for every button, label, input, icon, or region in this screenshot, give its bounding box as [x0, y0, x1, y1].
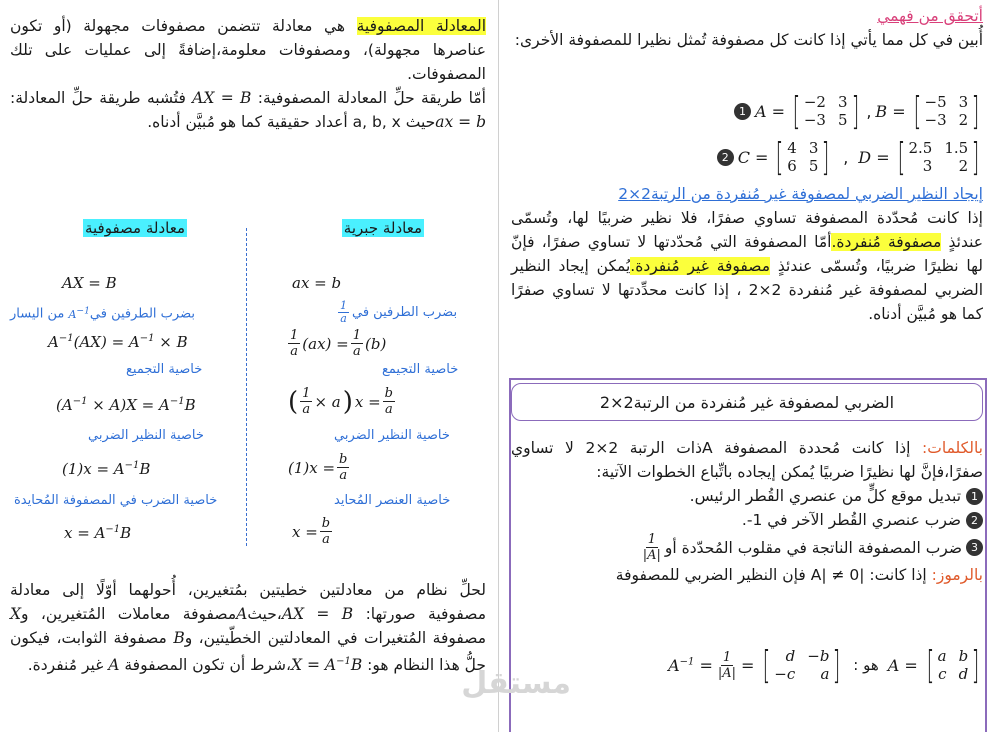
- nonsingular-term: مصفوفة غير مُنفردة.: [630, 257, 771, 275]
- step-1: 1 تبديل موقع كلٍّ من عنصري القُطر الرئيس.: [511, 484, 983, 508]
- symbols-paragraph: بالرموز: إذا كانت: |A| ≠ 0 فإن النظير الضربي للمصفوفة: [615, 566, 983, 584]
- algebra-step-2: $\frac{1}{a}$ (ax) = $\frac{1}{a}$ (b): [290, 328, 387, 359]
- center-dashed-line: [246, 228, 247, 546]
- matrix-c: [ 4 3 6 5 ]: [776, 135, 830, 179]
- system-paragraph: لحلِّ نظام من معادلتين خطيتين بمُتغيرين، أُحولهما أوّلًا إلى معادلة مصفوفية صورتها: AX = B،حيثAمصفوفة معاملات المُتغيرين، وX مصفوفة المُتغيرات في المعادلتين الخطّيتين، وB مصفوفة الثوابت، فيكون حلُّ هذا النظام هو: $X = A^{-1}B،شرط$ أن تكون المصفوفة A غير مُنفردة.: [10, 581, 486, 675]
- question-2: 2 C = [ 4 3 6 5 ] , D = [ 2.5 1.5 3 2 ]: [717, 138, 983, 176]
- inverse-formula: $A^{-1}$ = $\frac{1}{|A|}$ = [ d −b −c a ] هو : A = [ a b c d ]: [668, 643, 980, 687]
- column-divider: [498, 0, 499, 732]
- matrix-step-2: $A^{-1}(AX) = A^{-1} \times B$: [48, 333, 188, 351]
- algebra-step-4: (1)x = $\frac{b}{a}$: [288, 452, 348, 483]
- question-number-2: 2: [717, 149, 734, 166]
- check-title: أتحقق من فهمي: [877, 7, 983, 25]
- lbl-inverse-a: خاصية النظير الضربي: [334, 428, 450, 443]
- intro-paragraph: المعادلة المصفوفية هي معادلة تتضمن مصفوفات مجهولة (أو تكون عناصرها مجهولة)، ومصفوفات معلومة،إضافةً إلى عمليات على تلك المصفوفات.: [10, 17, 486, 83]
- singular-term: مصفوفة مُنفردة.: [831, 233, 942, 251]
- lbl-identity-m: خاصية الضرب في المصفوفة المُحايدة: [14, 493, 218, 508]
- algebra-step-3: ( $\frac{1}{a}$ × a ) x = $\frac{b}{a}$: [288, 386, 393, 417]
- watermark: مستقل: [461, 666, 571, 701]
- matrix-d: [ 2.5 1.5 3 2 ]: [897, 135, 980, 179]
- algebra-step-5: x = $\frac{b}{a}$: [292, 516, 331, 547]
- algebra-step-1: ax = b: [292, 274, 342, 292]
- inverse-box-title: الضربي لمصفوفة غير مُنفردة من الرتبة2×2: [511, 383, 983, 421]
- matrix-step-3: $(A^{-1} \times A)X = A^{-1}B$: [56, 396, 196, 414]
- section-paragraph: إذا كانت مُحدّدة المصفوفة تساوي صفرًا، فلا نظير ضربيًا لها، وتُسمّى عندئذٍ مصفوفة مُنفردة.أمّا المصفوفة التي مُحدّدتها لا تساوي صفرًا، فإنّ لها نظيرًا ضربيًا، وتُسمّى عندئذٍ مصفوفة غير مُنفردة.يُمكن إيجاد النظير الضربي لمصفوفة غير مُنفردة 2×2 ، إذا كانت محدِّدتها لا تساوي صفرًا كما هو مُبيَّن أدناه.: [511, 209, 984, 323]
- step-2: 2 ضرب عنصري القُطر الآخر في 1-.: [511, 508, 983, 532]
- matrix-step-4: $(1)x = A^{-1}B$: [62, 460, 151, 478]
- method-paragraph: أمّا طريقة حلِّ المعادلة المصفوفية: AX = B فتُشبه طريقة حلِّ المعادلة: ax = bحيث a, b, x أعداد حقيقية كما هو مُبيَّن أدناه.: [10, 89, 486, 131]
- lbl-assoc-m: خاصية التجميع: [126, 362, 203, 377]
- section-title: إيجاد النظير الضربي لمصفوفة غير مُنفردة من الرتبة2×2: [618, 185, 983, 203]
- question-1: A = [ −2 3 −3 5 ] , B = [ −5 3 −3 2 ] 1: [734, 92, 983, 130]
- matrix-equation-term: المعادلة المصفوفية: [356, 17, 486, 35]
- step-3: 3 ضرب المصفوفة الناتجة في مقلوب المُحدّدة أو $\frac{1}{|A|}$: [511, 532, 983, 563]
- matrix-step-1: AX = B: [62, 274, 117, 292]
- header-algebraic-equation: معادلة جبرية: [343, 219, 422, 237]
- right-column: [461, 0, 989, 732]
- left-column: [0, 0, 492, 732]
- words-paragraph: بالكلمات: إذا كانت مُحددة المصفوفة Aذات الرتبة 2×2 لا تساوي صفرًا،فإنَّ لها نظيرًا ضربيًا يُمكن إيجاده باتِّباع الخطوات الآتية:: [511, 439, 983, 481]
- lbl-left-mult: بضرب الطرفين فيA$^{-1}$ من اليسار: [10, 305, 195, 322]
- lbl-assoc-a: خاصية التجيمع: [382, 362, 459, 377]
- header-matrix-equation: معادلة مصفوفية: [84, 219, 185, 237]
- lbl-mult-a: بضرب الطرفين في $\frac{1}{a}$: [340, 299, 458, 325]
- question-number-1: 1: [734, 103, 751, 120]
- matrix-step-5: $x = A^{-1}B$: [64, 524, 132, 542]
- check-instructions: أُبين في كل مما يأتي إذا كانت كل مصفوفة تُمثل نظيرا للمصفوفة الأخرى:: [514, 31, 983, 49]
- matrix-b: [ −5 3 −3 2 ]: [913, 89, 980, 133]
- lbl-identity-a: خاصية العنصر المُحايد: [334, 493, 451, 508]
- matrix-a: [ −2 3 −3 5 ]: [792, 89, 859, 133]
- lbl-inverse-m: خاصية النظير الضربي: [88, 428, 204, 443]
